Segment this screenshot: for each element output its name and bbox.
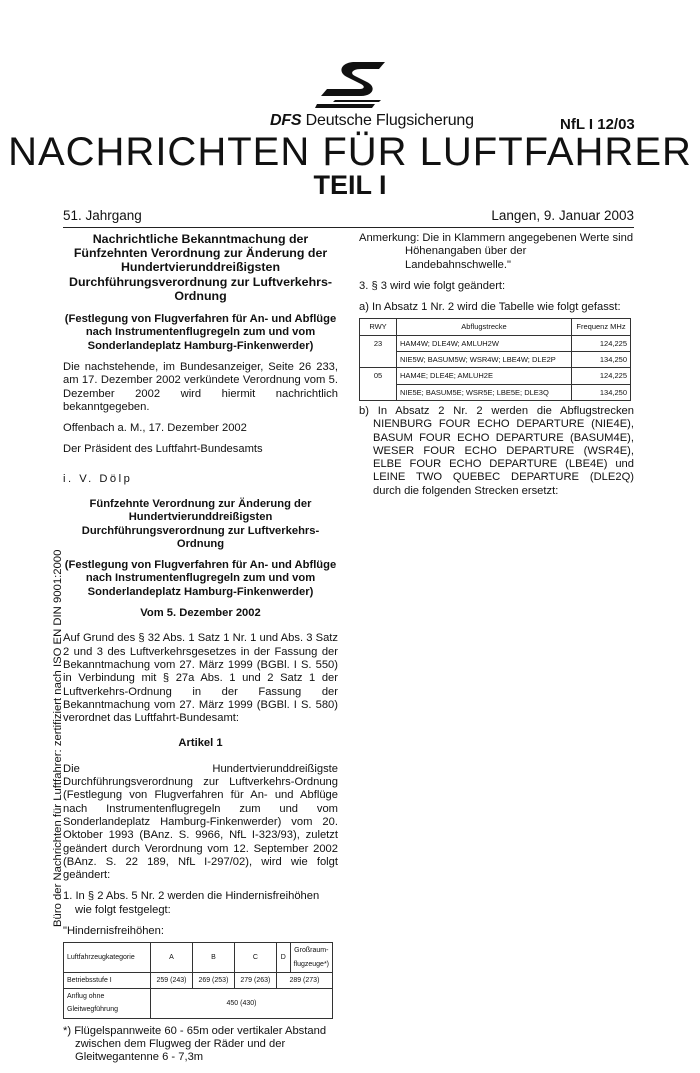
table-header: Großraum-flugzeuge*) xyxy=(290,943,332,973)
table-header: C xyxy=(234,943,276,973)
table-cell: 124,225 xyxy=(572,368,631,384)
right-column xyxy=(359,232,634,506)
dfs-logo-icon xyxy=(315,60,387,110)
page-subtitle: TEIL I xyxy=(313,170,387,200)
volume-label: 51. Jahrgang xyxy=(63,208,142,223)
table-header: Luftfahrzeugkategorie xyxy=(64,943,151,973)
table-cell: 124,225 xyxy=(572,335,631,351)
item-3a: a) In Absatz 1 Nr. 2 wird die Tabelle wie folgt gefasst: xyxy=(359,301,621,314)
margin-note: Büro der Nachrichten für Luftfahrer: zertifiziert nach ISO EN DIN 9001:2000 xyxy=(52,549,64,927)
announcement-intro: Die nachstehende, im Bundesanzeiger, Seite 26 233, am 17. Dezember 2002 verkündete Verordnung vom 5. Dezember 2002 wird hiermit nachrichtlich bekanntgegeben. xyxy=(63,360,338,413)
ordinance-date: Vom 5. Dezember 2002 xyxy=(140,607,261,620)
table-cell: 23 xyxy=(360,335,397,368)
article-heading: Artikel 1 xyxy=(178,737,223,750)
table-header: A xyxy=(151,943,193,973)
obstacle-table xyxy=(63,942,333,1018)
signer: Der Präsident des Luftfahrt-Bundesamts xyxy=(63,443,263,456)
table-cell: 450 (430) xyxy=(151,989,333,1019)
header-rule xyxy=(63,227,634,228)
table-cell: 269 (253) xyxy=(192,972,234,988)
preamble: Auf Grund des § 32 Abs. 1 Satz 1 Nr. 1 und Abs. 3 Satz 2 und 3 des Luftverkehrsgesetzes in der Fassung der Bekanntmachung vom 27. März 1999 (BGBl. I S. 550) in Verbindung mit § 27a Abs. 1 und 2 Satz 1 der Luftverkehrs-Ordnung in der Fassung der Bekanntmachung vom 27. März 1999 (BGBl. I S. 580) verordnet das Luftfahrt-Bundesamt: xyxy=(63,632,338,725)
note: Anmerkung: Die in Klammern angegebenen Werte sind Höhenangaben über der Landebahnschwelle." xyxy=(359,232,634,271)
table-label: "Hindernisfreihöhen: xyxy=(63,925,164,937)
table-cell: 05 xyxy=(360,368,397,401)
table-cell: 279 (263) xyxy=(234,972,276,988)
item-1: 1. In § 2 Abs. 5 Nr. 2 werden die Hindernisfreihöhen wie folgt festgelegt: xyxy=(63,890,320,916)
table-cell: 259 (243) xyxy=(151,972,193,988)
announcement-heading: Nachrichtliche Bekanntmachung der Fünfzehnten Verordnung zur Änderung der Hundertvierunddreißigsten Durchführungsverordnung zur Luftverkehrs-Ordnung xyxy=(69,232,332,303)
table-header: D xyxy=(276,943,290,973)
route-table xyxy=(359,318,631,400)
table-cell: Anflug ohne Gleitwegführung xyxy=(64,989,151,1019)
table-cell: HAM4E; DLE4E; AMLUH2E xyxy=(397,368,572,384)
table-cell: HAM4W; DLE4W; AMLUH2W xyxy=(397,335,572,351)
place-date: Offenbach a. M., 17. Dezember 2002 xyxy=(63,422,247,435)
table-cell: Betriebsstufe I xyxy=(64,972,151,988)
footnote: *) Flügelspannweite 60 - 65m oder vertikaler Abstand zwischen dem Flugweg der Räder und der Gleitwegantenne 6 - 7,3m xyxy=(63,1024,327,1064)
table-cell: NIE5E; BASUM5E; WSR5E; LBE5E; DLE3Q xyxy=(397,384,572,400)
issue-number: NfL I 12/03 xyxy=(560,116,635,133)
table-header: RWY xyxy=(360,319,397,335)
item-3: 3. § 3 wird wie folgt geändert: xyxy=(359,279,506,292)
announcement-subheading: (Festlegung von Flugverfahren für An- und Abflüge nach Instrumentenflugregeln zum und vom Sonderlandeplatz Hamburg-Finkenwerder) xyxy=(64,313,337,352)
table-cell: NIE5W; BASUM5W; WSR4W; LBE4W; DLE2P xyxy=(397,352,572,368)
brand-name: DFS Deutsche Flugsicherung xyxy=(270,112,474,129)
table-cell: 289 (273) xyxy=(276,972,332,988)
page-title: NACHRICHTEN FÜR LUFTFAHRER xyxy=(8,130,692,174)
dateline: Langen, 9. Januar 2003 xyxy=(491,208,634,223)
table-header: Abflugstrecke xyxy=(397,319,572,335)
left-column xyxy=(63,232,338,1073)
ordinance-subtitle: (Festlegung von Flugverfahren für An- und Abflüge nach Instrumentenflugregeln zum und vom Sonderlandeplatz Hamburg-Finkenwerder) xyxy=(64,559,337,598)
table-header: Frequenz MHz xyxy=(572,319,631,335)
initials: i. V. Dölp xyxy=(63,472,133,485)
table-cell: 134,250 xyxy=(572,384,631,400)
ordinance-title: Fünfzehnte Verordnung zur Änderung der Hundertvierunddreißigsten Durchführungsverordnung zur Luftverkehrs-Ordnung xyxy=(81,497,320,550)
table-cell: 134,250 xyxy=(572,352,631,368)
table-header: B xyxy=(192,943,234,973)
item-3b: b) In Absatz 2 Nr. 2 werden die Abflugstrecken NIENBURG FOUR ECHO DEPARTURE (NIE4E), BASUM FOUR ECHO DEPARTURE (BASUM4E), WESER FOUR ECHO DEPARTURE (WSR4E), ELBE FOUR ECHO DEPARTURE (LBE4E) und LEINE TWO QUEBEC DEPARTURE (DLE2Q) durch die folgenden Strecken ersetzt: xyxy=(359,404,634,497)
article-text: Die Hundertvierunddreißigste Durchführungsverordnung zur Luftverkehrs-Ordnung (Festlegung von Flugverfahren für An- und Abflüge nach Instrumentenflugregeln zum und vom Sonderlandeplatz Hamburg-Finkenwerder) vom 20. Oktober 1993 (BAnz. S. 9966, NfL I-323/93), zuletzt geändert durch Verordnung vom 12. September 2002 (BAnz. S. 22 189, NfL I-297/02), wird wie folgt geändert: xyxy=(63,762,338,882)
